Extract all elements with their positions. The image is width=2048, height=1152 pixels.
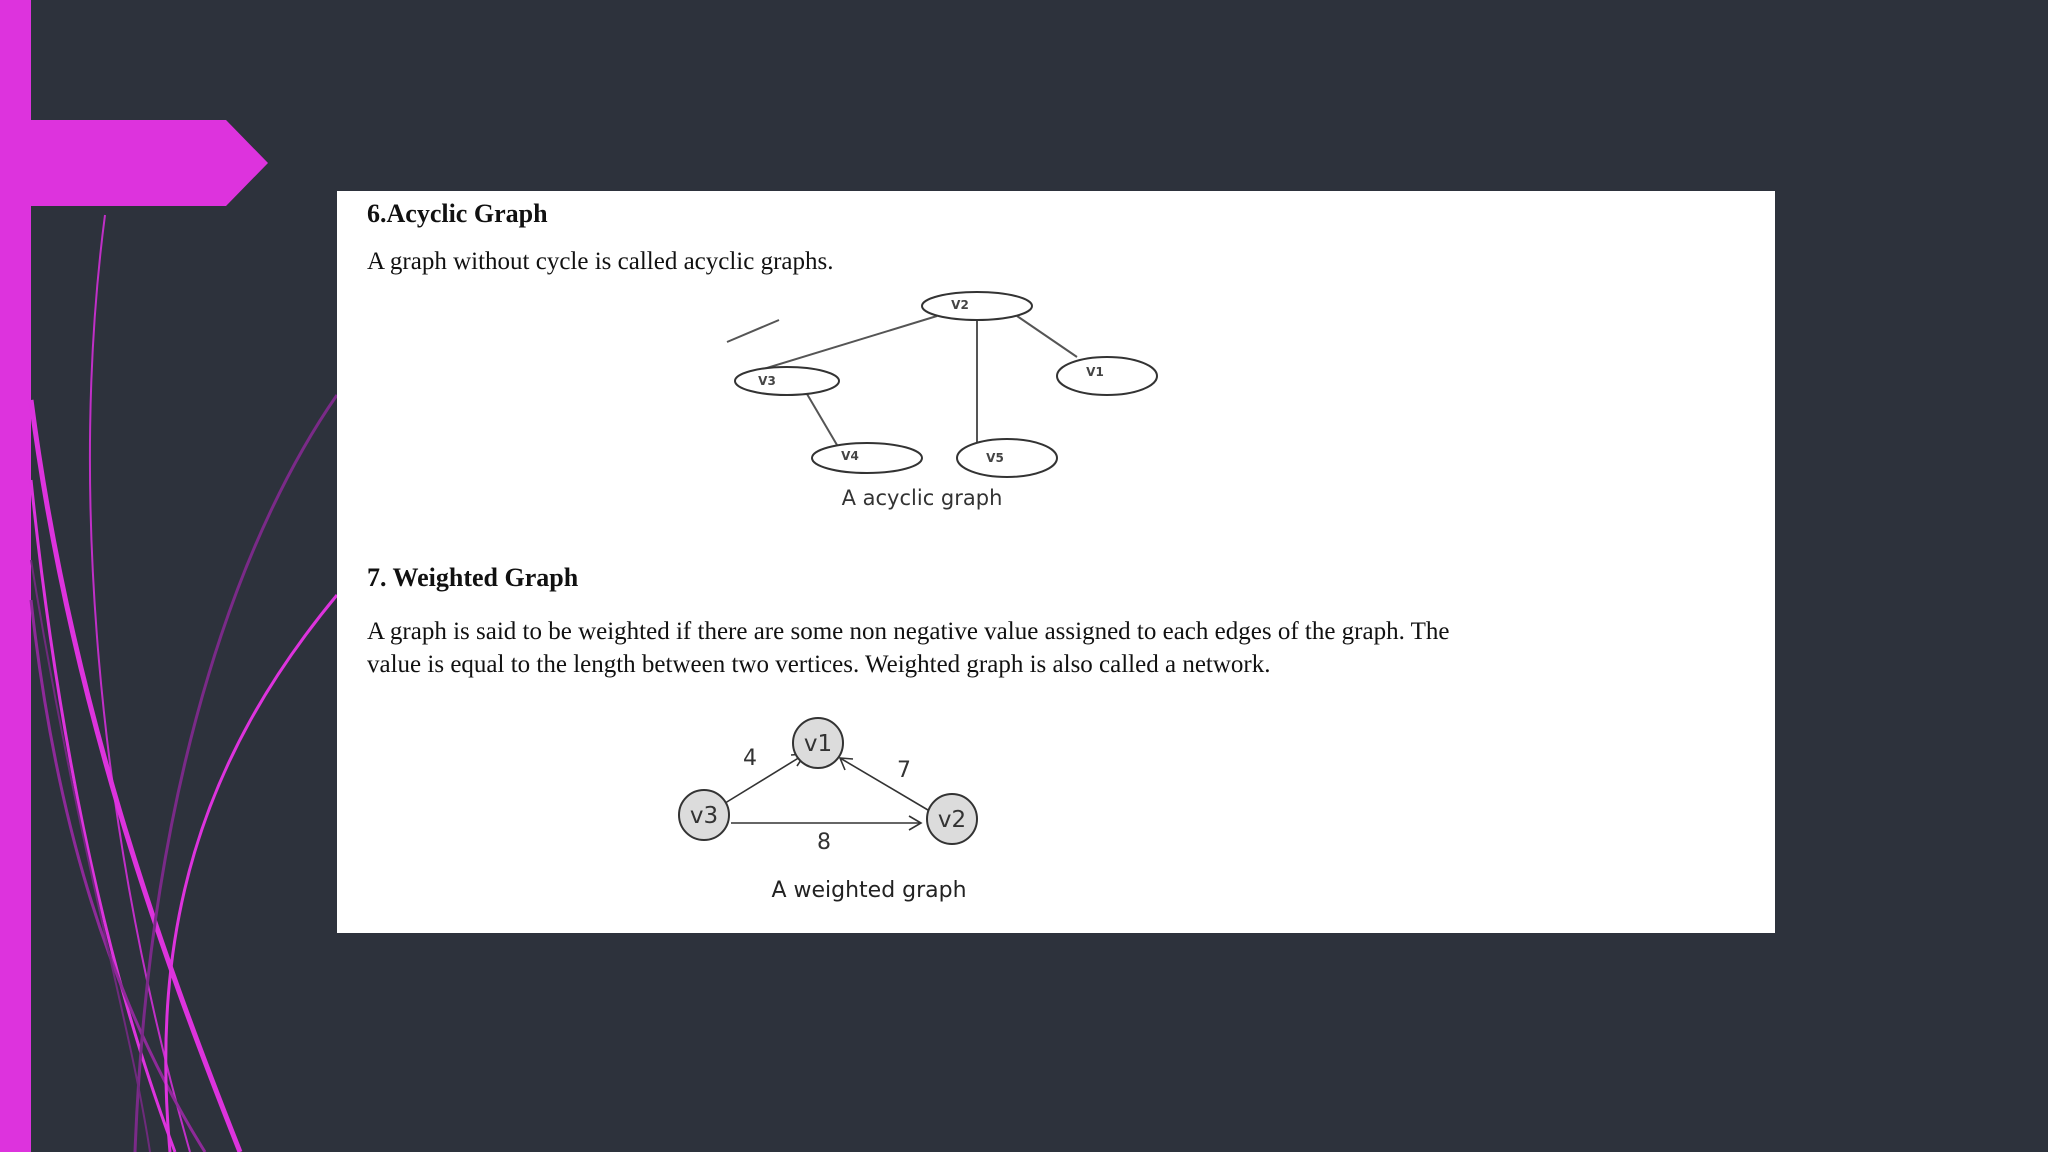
node-label-v3: v3 — [689, 803, 719, 829]
edge-v2-v1 — [1017, 316, 1077, 357]
weighted-description-line2: value is equal to the length between two vertices. Weighted graph is also called a network. — [367, 651, 1271, 678]
weighted-caption: A weighted graph — [771, 878, 967, 903]
node-v2 — [922, 292, 1032, 320]
node-v5 — [957, 439, 1057, 477]
edge-v2-v3-long — [757, 316, 937, 371]
node-v1 — [1057, 357, 1157, 395]
edge-v2-v3 — [727, 320, 779, 342]
node-v4 — [812, 443, 922, 473]
acyclic-caption: A acyclic graph — [841, 486, 1003, 510]
node-v3 — [735, 367, 839, 395]
weighted-description-line1: A graph is said to be weighted if there are some non negative value assigned to each edges of the graph. The — [367, 618, 1450, 645]
node-label-v5: V5 — [986, 451, 1004, 465]
node-label-v1: v1 — [803, 731, 833, 757]
weighted-graph-diagram — [677, 691, 1117, 921]
edge-weight-v3-v2: 8 — [817, 830, 831, 855]
weighted-heading: 7. Weighted Graph — [367, 563, 579, 592]
edge-v3-v4 — [807, 394, 837, 445]
acyclic-heading: 6.Acyclic Graph — [367, 199, 548, 228]
edge-weight-v3-v1: 4 — [743, 746, 757, 771]
edge-weight-v2-v1: 7 — [897, 758, 911, 783]
node-label-v2: v2 — [937, 807, 967, 833]
acyclic-description: A graph without cycle is called acyclic graphs. — [367, 248, 834, 275]
acyclic-graph-diagram — [657, 287, 1177, 517]
node-label-v3: V3 — [758, 374, 776, 388]
node-label-v1: V1 — [1086, 365, 1104, 379]
node-label-v2: V2 — [951, 298, 969, 312]
edge-v3-v1 — [717, 754, 805, 808]
node-label-v4: V4 — [841, 449, 859, 463]
edge-v2-v1 — [840, 758, 933, 813]
content-card — [337, 191, 1775, 933]
